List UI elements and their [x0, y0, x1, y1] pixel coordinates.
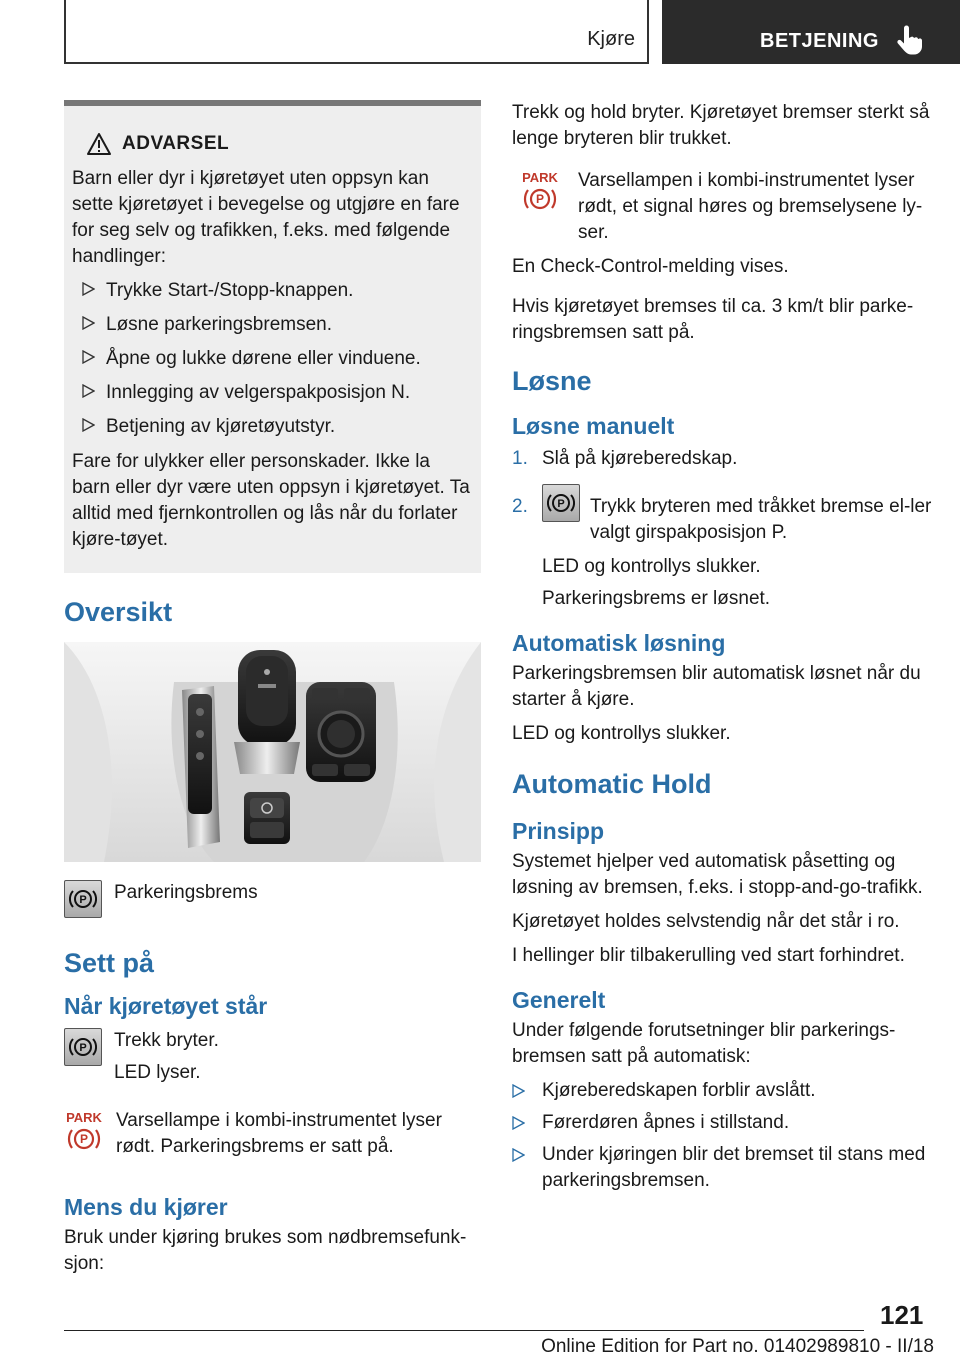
stationary-led: LED lyser. [114, 1062, 201, 1083]
warning-triangle-icon [86, 132, 112, 156]
warning-box [64, 100, 481, 573]
apply-heading: Sett på [64, 948, 155, 978]
header-section-box [64, 0, 649, 64]
triangle-bullet-icon [512, 1084, 525, 1098]
warning-title: ADVARSEL [122, 133, 230, 154]
step-released-text: Parkeringsbrems er løsnet. [542, 588, 771, 609]
list-item: Løsne parkeringsbremsen. [82, 310, 473, 341]
overview-caption: Parkeringsbrems [114, 882, 258, 903]
overview-heading: Oversikt [64, 597, 173, 627]
list-item: Kjøreberedskapen forblir avslått. [512, 1078, 932, 1104]
right-column [512, 100, 932, 1200]
triangle-bullet-icon [512, 1116, 525, 1130]
manual-release-heading: Løsne manuelt [512, 413, 675, 439]
list-item: Førerdøren åpnes i stillstand. [512, 1110, 932, 1136]
step-text: Trykk bryteren med tråkket bremse el-ler valgt girspakposisjon P. [590, 496, 932, 543]
svg-text:P: P [557, 498, 565, 510]
park-warning-lamp-icon [64, 1108, 104, 1159]
principle-hold-text: Kjøretøyet holdes selvstendig når det står i ro. [512, 911, 900, 932]
park-warning-lamp-icon [520, 168, 560, 219]
principle-slope-text: I hellinger blir tilbakerulling ved start forhindret. [512, 945, 905, 966]
triangle-bullet-icon [82, 384, 95, 398]
section-title: Kjøre [587, 28, 635, 50]
svg-text:P: P [79, 1042, 87, 1054]
stationary-heading: Når kjøretøyet står [64, 993, 268, 1019]
left-column [64, 100, 481, 1277]
pull-text: Trekk og hold bryter. Kjøretøyet bremser sterkt så lenge bryteren blir trukket. [512, 102, 930, 149]
triangle-bullet-icon [82, 316, 95, 330]
list-item [512, 446, 932, 472]
page-number: 121 [880, 1300, 924, 1330]
parking-brake-button-icon [542, 484, 580, 522]
park-warning-text: Varsellampen i kombi-instrumentet lyser rødt, et signal høres og bremselysene ly-ser. [578, 170, 923, 243]
warning-list [82, 276, 473, 443]
center-console-photo [64, 642, 481, 862]
park-warning-text: Varsellampe i kombi-instrumentet lyser rødt. Parkeringsbrems er satt på. [116, 1110, 442, 1157]
auto-release-text: Parkeringsbremsen blir automatisk løsnet når du starter å kjøre. [512, 663, 921, 710]
edition-text: Online Edition for Part no. 01402989810 - II/18 [541, 1336, 934, 1357]
list-item: Betjening av kjøretøyutstyr. [82, 412, 473, 443]
warning-outro: Fare for ulykker eller personskader. Ikke la barn eller dyr være uten oppsyn i kjøretøyet. Ta alltid med fjernkontrollen og lås når du forlater kjøre-tøyet. [72, 451, 470, 550]
step-number: 2. [512, 496, 528, 517]
parking-brake-button-icon [64, 880, 102, 918]
step-led-text: LED og kontrollys slukker. [542, 556, 761, 577]
speed-text: Hvis kjøretøyet bremses til ca. 3 km/t blir parke-ringsbremsen satt på. [512, 296, 914, 343]
general-text: Under følgende forutsetninger blir parkerings-bremsen satt på automatisk: [512, 1020, 896, 1067]
check-control-text: En Check-Control-melding vises. [512, 256, 789, 277]
hand-pointer-icon [896, 24, 924, 56]
parking-brake-button-icon [64, 1028, 102, 1066]
warning-intro: Barn eller dyr i kjøretøyet uten oppsyn kan sette kjøretøyet i bevegelse og utgjøre en fare for seg selv og trafikken, f.eks. med følgende handlinger: [72, 168, 460, 267]
triangle-bullet-icon [512, 1148, 525, 1162]
step-text: Slå på kjøreberedskap. [542, 448, 738, 469]
triangle-bullet-icon [82, 418, 95, 432]
list-item [512, 484, 932, 612]
stationary-row [64, 1028, 481, 1086]
driving-text: Bruk under kjøring brukes som nødbremsefunk-sjon: [64, 1227, 467, 1274]
general-conditions-list [512, 1078, 932, 1194]
principle-text: Systemet hjelper ved automatisk påsetting og løsning av bremsen, f.eks. i stopp-and-go-trafikk. [512, 851, 923, 898]
list-item: Innlegging av velgerspakposisjon N. [82, 378, 473, 409]
footer-divider [64, 1330, 864, 1331]
warning-heading [86, 132, 473, 156]
driving-heading: Mens du kjører [64, 1194, 228, 1220]
principle-heading: Prinsipp [512, 818, 605, 844]
svg-text:P: P [79, 894, 87, 906]
triangle-bullet-icon [82, 350, 95, 364]
svg-text:PARK: PARK [66, 1110, 102, 1125]
list-item: Åpne og lukke dørene eller vinduene. [82, 344, 473, 375]
svg-text:P: P [535, 192, 545, 206]
triangle-bullet-icon [82, 282, 95, 296]
release-heading: Løsne [512, 366, 592, 396]
auto-release-heading: Automatisk løsning [512, 630, 726, 656]
center-console-illustration [64, 642, 481, 862]
stationary-step: Trekk bryter. [114, 1030, 219, 1051]
list-item: Trykke Start-/Stopp-knappen. [82, 276, 473, 307]
auto-release-led: LED og kontrollys slukker. [512, 723, 731, 744]
park-warning-row [64, 1108, 481, 1160]
svg-text:PARK: PARK [522, 170, 558, 185]
park-warning-row [512, 168, 932, 246]
header-chapter-box [662, 0, 960, 64]
svg-text:P: P [79, 1132, 89, 1146]
list-item: Under kjøringen blir det bremset til stans med parkeringsbremsen. [512, 1142, 932, 1194]
automatic-hold-heading: Automatic Hold [512, 769, 712, 799]
caption-row [64, 880, 481, 918]
release-steps [512, 446, 932, 612]
chapter-title: BETJENING [760, 30, 879, 52]
general-heading: Generelt [512, 987, 606, 1013]
step-number: 1. [512, 448, 528, 469]
